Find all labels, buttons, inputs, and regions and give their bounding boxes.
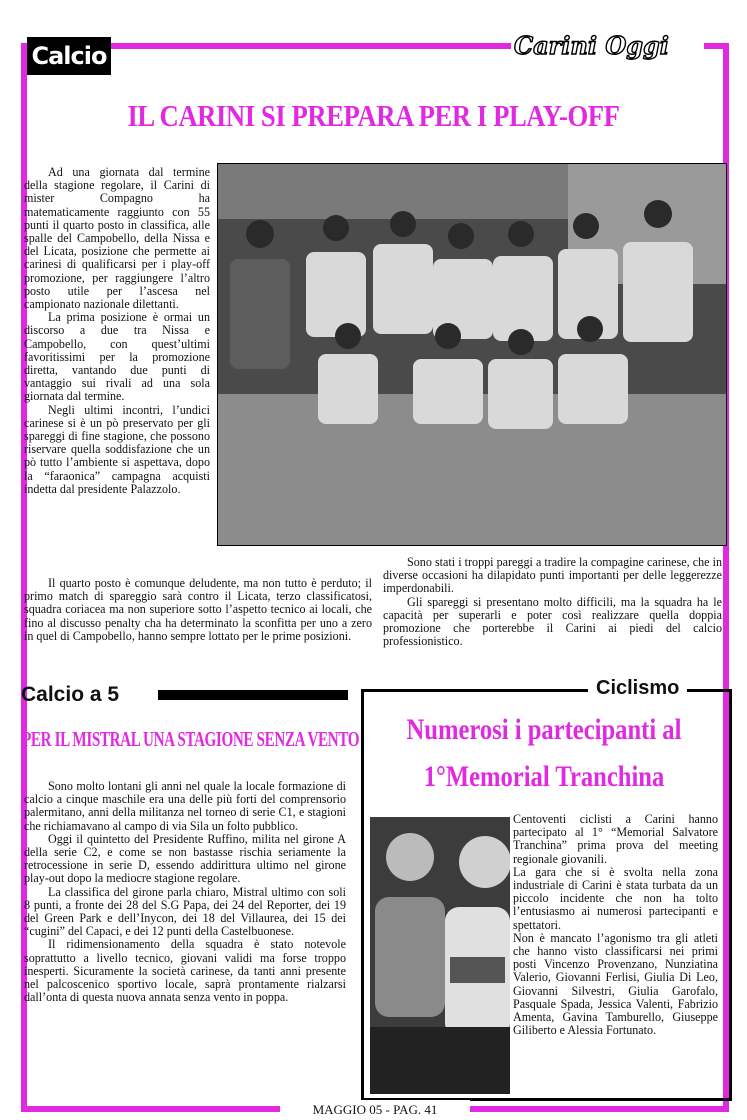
frame-bottom-right xyxy=(468,1106,729,1112)
article3-column xyxy=(513,813,718,1037)
article3-paragraph: Centoventi ciclisti a Carini hanno partecipato al 1° “Memorial Salvatore Tranchina” prima prova del meeting regionale giovanili. xyxy=(513,812,718,866)
article1-paragraph: Ad una giornata dal termine della stagione regolare, il Carini di mister Compagno ha matematicamente raggiunto con 55 punti il quarto posto in classifica, alle spalle del Campobello, della Nissa e del Licata, posizione che permette ai carinesi di qualificarsi per i play-off promozione, per raggiungere l’altro posto utile per l’ascesa nel campionato nazionale dilettanti. xyxy=(24,165,210,312)
article3-paragraph: Non è mancato l’agonismo tra gli atleti che hanno visto classificarsi nei primi posti Vincenzo Provenzano, Nunziatina Valerio, Giovanni Ferlisi, Giulia Di Leo, Giovanni Silvestri, Giulia Garofalo, Pasquale Spada, Jessica Valenti, Fabrizio Amenta, Gavina Tamburello, Giuseppe Giliberto e Alessia Fortunato. xyxy=(513,930,718,1038)
frame-bottom-left xyxy=(21,1106,281,1112)
article1-paragraph: La prima posizione è ormai un discorso a due tra Nissa e Campobello, con quest’ultimi favoritissimi per la promozione diretta, vantando due punti di vantaggio sui rivali ad una sola giornata dal termine. xyxy=(24,310,210,404)
article1-bottom-left xyxy=(24,577,372,643)
article1-column xyxy=(24,166,210,496)
calcio-a-5-section: Calcio a 5 xyxy=(21,683,120,706)
article3-headline-line1: Numerosi i partecipanti al xyxy=(406,713,682,746)
article2-paragraph: La classifica del girone parla chiaro, Mistral ultimo con soli 8 punti, a fronte dei 28 del S.G Papa, dei 24 del Reporter, dei 19 del Green Park e dell’Inycon, dei 18 del Villaurea, dei 15 dei “cugini” del Capaci, e dei 12 punti della Castelbuonese. xyxy=(24,884,346,939)
section-bar xyxy=(158,690,348,700)
article2-paragraph: Oggi il quintetto del Presidente Ruffino, milita nel girone A della serie C2, e come se non bastasse rischia seriamente la retrocessione in serie D, essendo addirittura ultimo nel girone play-out dopo la mediocre stagione regolare. xyxy=(24,831,346,886)
article1-paragraph: Il quarto posto è comunque deludente, ma non tutto è perduto; il primo match di spareggio sarà contro il Licata, terzo classificatosi, squadra coriacea ma non superiore sotto l’aspetto tecnico ai locali, che fino al discusso penalty cha ha determinato la sconfitta per uno a zero in quel di Campobello, hanno sempre lottato per le prime posizioni. xyxy=(24,576,372,643)
cyclists-photo-graphic xyxy=(370,817,510,1094)
article2-paragraph: Sono molto lontani gli anni nel quale la locale formazione di calcio a cinque maschile era una delle più forti del comprensorio palermitano, anni della militanza nel torneo di serie C1, e stagioni che richiamavano al campo di via Sila un folto pubblico. xyxy=(24,779,346,833)
article2-column xyxy=(24,780,346,1004)
article2-paragraph: Il ridimensionamento della squadra è stato notevole soprattutto a livello tecnico, giovani validi ma forse troppo inesperti. Sicuramente la società carinese, da tanti anni presente nel palcoscenico sportivo locale, saprà prontamente rialzarsi dall’onta di questa nuova annata senza vento in poppa. xyxy=(24,937,346,1005)
article1-paragraph: Gli spareggi si presentano molto difficili, ma la squadra ha le capacità per superarli e poter così realizzare quella doppia promozione che porterebbe il Carini ai piedi del calcio professionistico. xyxy=(383,594,722,649)
main-headline: IL CARINI SI PREPARA PER I PLAY-OFF xyxy=(127,98,620,133)
article1-paragraph: Negli ultimi incontri, l’undici carinese si è un pò preservato per gli spareggi di fine stagione, che possono riservare quella soddisfazione che un pò tutto l’ambiente si aspettava, dopo la “faraonica” campagna acquisti indetta dal presidente Palazzolo. xyxy=(24,402,210,496)
page-footer: MAGGIO 05 - PAG. 41 xyxy=(280,1100,470,1120)
magazine-title: Carini Oggi xyxy=(514,31,669,60)
article3-headline-line2: 1°Memorial Tranchina xyxy=(423,760,665,793)
article2-headline: PER IL MISTRAL UNA STAGIONE SENZA VENTO xyxy=(22,727,360,751)
frame-top-middle xyxy=(111,43,511,49)
ciclismo-section: Ciclismo xyxy=(588,677,687,700)
article1-bottom-right xyxy=(383,556,722,648)
team-photo-graphic xyxy=(218,164,726,545)
team-photo xyxy=(217,163,727,546)
section-tag: Calcio xyxy=(27,37,111,75)
article1-paragraph: Sono stati i troppi pareggi a tradire la compagine carinese, che in diverse occasioni ha dilapidato punti importanti per delle leggerezze imperdonabili. xyxy=(383,555,722,596)
cyclists-photo xyxy=(370,817,510,1094)
article3-paragraph: La gara che si è svolta nella zona industriale di Carini è stata turbata da un piccolo incidente che non ha tolto l’entusiasmo ai numerosi partecipanti e spettatori. xyxy=(513,864,718,932)
